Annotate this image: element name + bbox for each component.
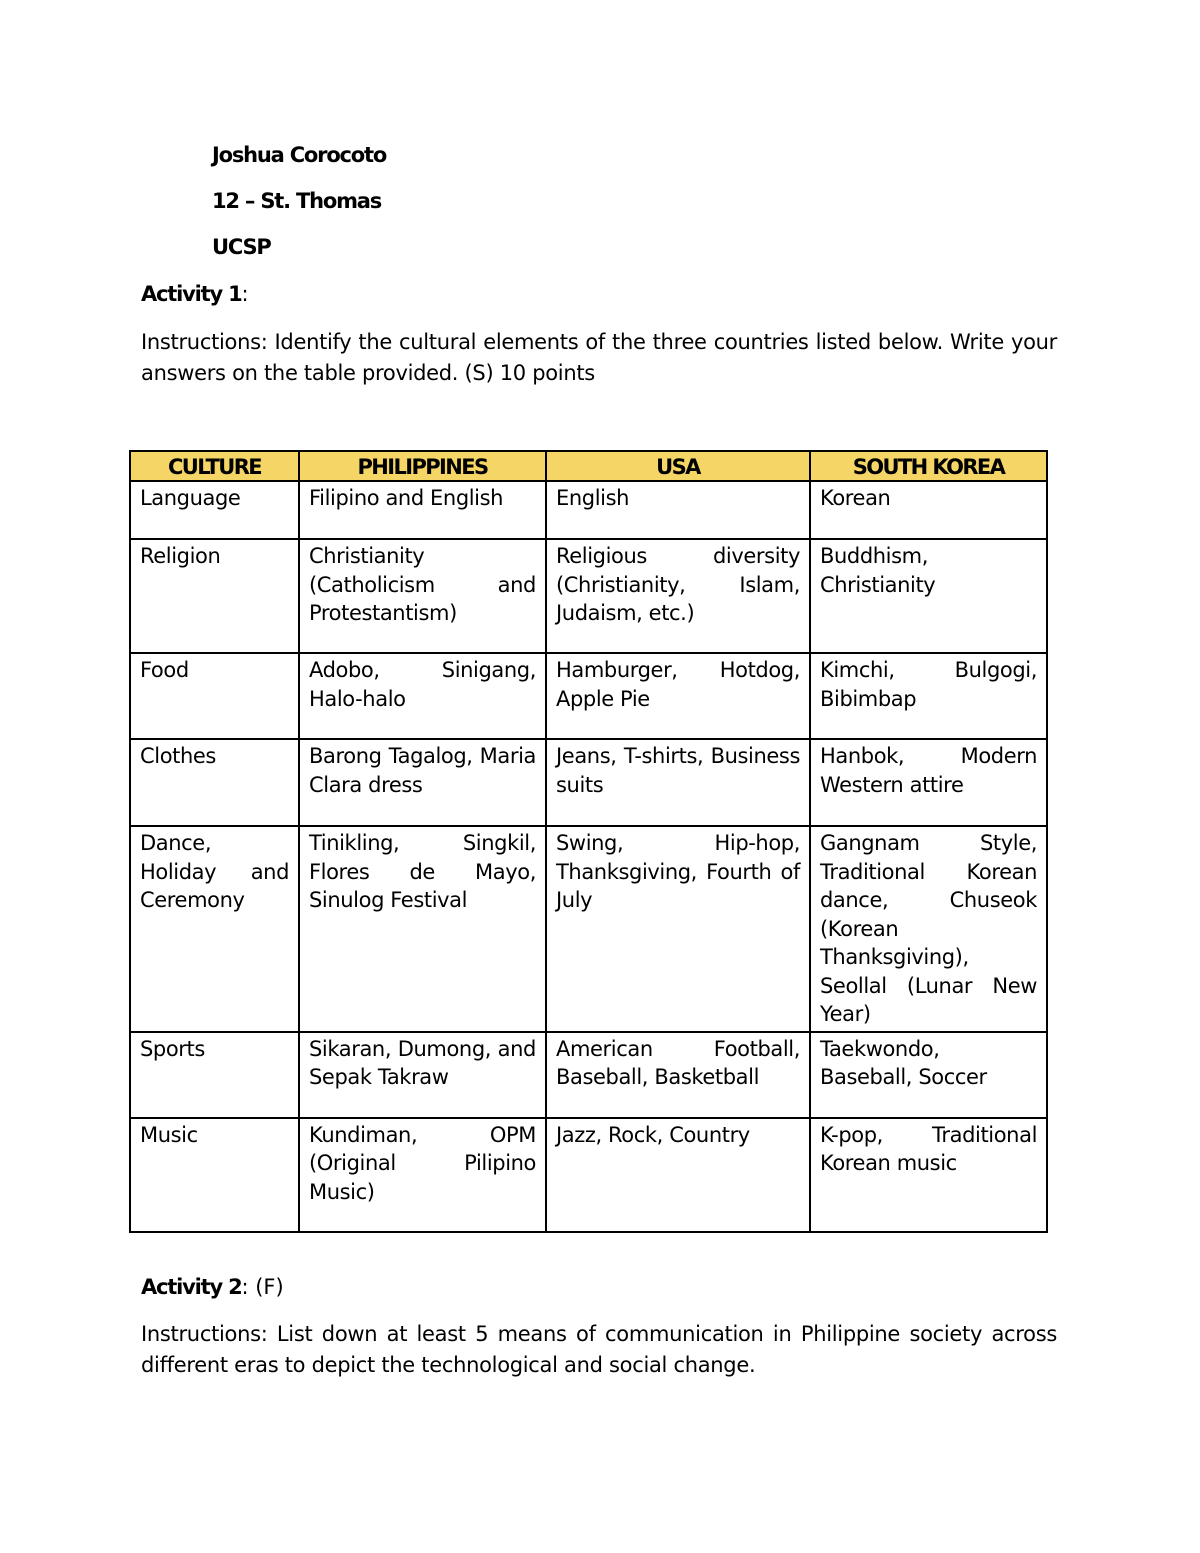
table-cell: Jazz, Rock, Country — [546, 1118, 810, 1232]
table-row — [130, 1032, 1047, 1118]
activity-2-instructions: Instructions: List down at least 5 means of communication in Philippine society across different eras to depict the technological and social change. — [141, 1322, 1057, 1377]
student-name: Joshua Corocoto — [212, 143, 387, 167]
table-cell: Food — [130, 653, 299, 739]
table-cell: Hamburger, Hotdog, Apple Pie — [546, 653, 810, 739]
activity-1-heading — [141, 282, 249, 306]
table-cell: Buddhism, Christianity — [810, 539, 1047, 653]
table-cell: American Football, Baseball, Basketball — [546, 1032, 810, 1118]
table-cell: Gangnam Style, Traditional Korean dance, Chuseok (Korean Thanksgiving), Seollal (Lunar New Year) — [810, 826, 1047, 1032]
table-row — [130, 481, 1047, 539]
table-cell: K-pop, Traditional Korean music — [810, 1118, 1047, 1232]
table-cell: Sports — [130, 1032, 299, 1118]
table-cell: Clothes — [130, 739, 299, 826]
class-section: 12 – St. Thomas — [212, 189, 382, 213]
table-cell: Christianity (Catholicism and Protestantism) — [299, 539, 546, 653]
activity-2-suffix: : (F) — [241, 1275, 284, 1299]
table-cell: Music — [130, 1118, 299, 1232]
table-cell: Korean — [810, 481, 1047, 539]
table-cell: Hanbok, Modern Western attire — [810, 739, 1047, 826]
header-usa: USA — [546, 451, 810, 481]
table-cell: Language — [130, 481, 299, 539]
culture-table — [129, 450, 1048, 1233]
table-cell: Swing, Hip-hop, Thanksgiving, Fourth of July — [546, 826, 810, 1032]
table-cell: Sikaran, Dumong, and Sepak Takraw — [299, 1032, 546, 1118]
activity-2-title: Activity 2 — [141, 1275, 242, 1299]
subject: UCSP — [212, 235, 271, 259]
table-cell: Kundiman, OPM (Original Pilipino Music) — [299, 1118, 546, 1232]
table-cell: Barong Tagalog, Maria Clara dress — [299, 739, 546, 826]
header-philippines: PHILIPPINES — [299, 451, 546, 481]
activity-1-instructions: Instructions: Identify the cultural elements of the three countries listed below. Write your answers on the table provided. (S) 10 points — [141, 330, 1057, 385]
table-row — [130, 1118, 1047, 1232]
table-header-row — [130, 451, 1047, 481]
header-south-korea: SOUTH KOREA — [810, 451, 1047, 481]
activity-1-suffix: : — [241, 282, 249, 306]
table-row — [130, 653, 1047, 739]
table-cell: Tinikling, Singkil, Flores de Mayo, Sinulog Festival — [299, 826, 546, 1032]
table-row — [130, 826, 1047, 1032]
table-cell: Religion — [130, 539, 299, 653]
table-cell: Adobo, Sinigang, Halo-halo — [299, 653, 546, 739]
table-cell: Taekwondo, Baseball, Soccer — [810, 1032, 1047, 1118]
table-cell: Religious diversity (Christianity, Islam, Judaism, etc.) — [546, 539, 810, 653]
table-row — [130, 739, 1047, 826]
header-culture: CULTURE — [130, 451, 299, 481]
table-cell: Filipino and English — [299, 481, 546, 539]
table-cell: Dance, Holiday and Ceremony — [130, 826, 299, 1032]
activity-1-title: Activity 1 — [141, 282, 242, 306]
activity-2-heading — [141, 1275, 284, 1299]
table-cell: English — [546, 481, 810, 539]
table-row — [130, 539, 1047, 653]
table-cell: Kimchi, Bulgogi, Bibimbap — [810, 653, 1047, 739]
table-cell: Jeans, T-shirts, Business suits — [546, 739, 810, 826]
